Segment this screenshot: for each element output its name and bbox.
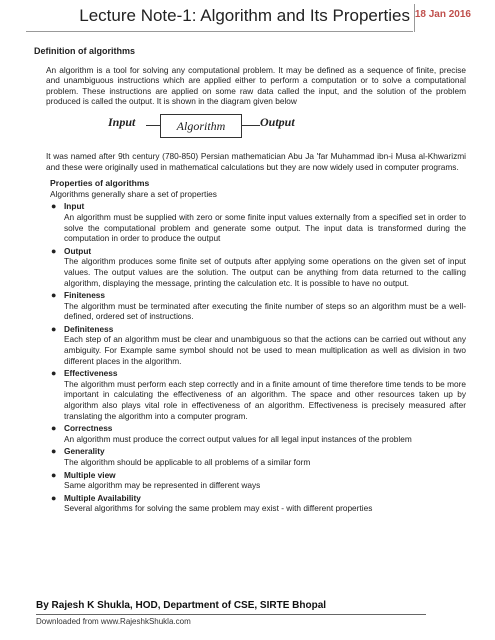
bullet-icon: ● (51, 323, 57, 334)
property-desc: The algorithm should be applicable to all problems of a similar form (64, 457, 311, 467)
property-desc: Several algorithms for solving the same problem may exist - with different properties (64, 503, 373, 514)
list-item (50, 324, 466, 366)
property-desc: The algorithm must perform each step correctly and in a finite amount of time therefore time tends to be more important in calculating the effectiveness of an algorithm. The space and other resources taken up by algorithm also plays vital role in effectiveness of an algorithm. Effectiveness is precisely measured after translating the algorithm into a computer program. (64, 378, 466, 421)
property-title: Correctness (64, 423, 113, 434)
property-desc: Each step of an algorithm must be clear and unambiguous so that the actions can be carried out without any ambiguity. For Example same symbol should not be used to mean multiplication as well as division in two different places in the algorithm. (64, 334, 466, 366)
property-title: Finiteness (64, 290, 106, 301)
property-desc: The algorithm must be terminated after executing the finite number of steps so an algorithm must be a well-defined, ordered set of instructions. (64, 300, 466, 322)
diagram-input-label: Input (108, 114, 136, 129)
diagram-output-label: Output (260, 114, 295, 129)
page-title: Lecture Note-1: Algorithm and Its Properties (79, 6, 410, 25)
header-date: 18 Jan 2016 (414, 9, 471, 20)
property-title: Multiple view (64, 469, 116, 480)
footer-download-link[interactable]: Downloaded from www.RajeshkShukla.com (36, 617, 191, 626)
bullet-icon: ● (51, 290, 57, 301)
header-rule (26, 31, 413, 32)
list-item (50, 201, 466, 243)
list-item (50, 290, 466, 322)
property-title: Definiteness (64, 323, 114, 334)
definition-paragraph: An algorithm is a tool for solving any computational problem. It may be defined as a sequence of finite, precise and unambiguous instructions which are applied either to perform a computation or to solve a computational problem. These instructions are applied on some raw data called the input, and the solution of the problem produced is called the output. It is shown in the diagram given below (46, 64, 466, 107)
diagram-input-arrow (146, 125, 160, 126)
bullet-icon: ● (51, 245, 57, 256)
diagram-output-arrow (242, 125, 260, 126)
property-title: Multiple Availability (64, 492, 141, 503)
bullet-icon: ● (51, 492, 57, 503)
property-title: Output (64, 245, 92, 256)
page-header (0, 0, 495, 40)
property-title: Input (64, 201, 85, 212)
properties-intro: Algorithms generally share a set of properties (50, 188, 217, 199)
property-desc: Same algorithm may be represented in different ways (64, 480, 261, 491)
bullet-icon: ● (51, 368, 57, 379)
property-title: Generality (64, 446, 105, 457)
list-item (50, 446, 466, 467)
property-desc: An algorithm must produce the correct output values for all legal input instances of the problem (64, 433, 412, 444)
list-item (50, 493, 466, 514)
history-paragraph: It was named after 9th century (780-850) Persian mathematician Abu Ja 'far Muhammad ibn-i Musa al-Khwarizmi and these were originally used in mathematical calculations but they are now widely used in computer programs. (46, 150, 466, 172)
footer-author: By Rajesh K Shukla, HOD, Department of CSE, SIRTE Bhopal (36, 600, 327, 611)
property-desc: The algorithm produces some finite set of outputs after applying some operations on the given set of input values. The output values are the solution. The output can be anything from data returned to the calling algorithm, displaying the message, printing the calculation etc. It is possible to have no output. (64, 256, 466, 288)
property-desc: An algorithm must be supplied with zero or some finite input values externally from a specified set in order to solve the computational problem and generate some output. The input data is transformed during the computation in order to produce the output (64, 211, 466, 244)
diagram-algorithm-box: Algorithm (160, 114, 242, 138)
bullet-icon: ● (51, 469, 57, 480)
bullet-icon: ● (51, 201, 57, 212)
list-item (50, 246, 466, 288)
list-item (50, 368, 466, 421)
properties-list (36, 201, 466, 514)
algorithm-diagram (36, 113, 466, 147)
bullet-icon: ● (51, 446, 57, 457)
document-body (36, 42, 466, 516)
footer-rule (36, 614, 426, 615)
list-item (50, 423, 466, 444)
list-item (50, 470, 466, 491)
properties-heading: Properties of algorithms (50, 178, 150, 189)
bullet-icon: ● (51, 423, 57, 434)
property-title: Effectiveness (64, 368, 118, 379)
section-heading: Definition of algorithms (34, 46, 135, 56)
